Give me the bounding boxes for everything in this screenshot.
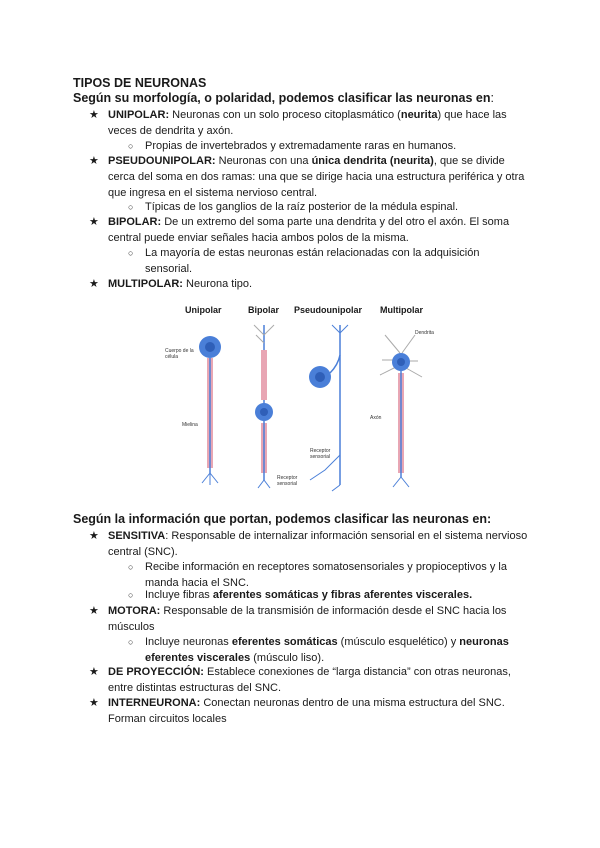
figure-title-multipolar: Multipolar: [380, 305, 423, 315]
subitem-unipolar: ○ Propias de invertebrados y extremadamente raras en humanos.: [128, 140, 457, 152]
label-receptor-sensorial-2: Receptor sensorial: [310, 448, 331, 460]
circle-bullet-icon: ○: [128, 141, 134, 151]
item-motora: ★ MOTORA: Responsable de la transmisión de información desde el SNC hacia los músculos: [89, 605, 507, 633]
label-mielina: Mielina: [182, 422, 198, 428]
unipolar-neuron: [199, 336, 221, 485]
section2-heading: Según la información que portan, podemos clasificar las neuronas en:: [73, 512, 492, 526]
multipolar-neuron: [380, 335, 422, 487]
star-bullet-icon: ★: [89, 697, 99, 709]
star-bullet-icon: ★: [89, 109, 99, 121]
star-bullet-icon: ★: [89, 216, 99, 228]
circle-bullet-icon: ○: [128, 248, 134, 258]
subitem-sensitiva-1: ○ Recibe información en receptores somatosensoriales y propioceptivos y la manda hacia el SNC.: [128, 561, 507, 589]
item-multipolar: ★ MULTIPOLAR: Neurona tipo.: [89, 278, 253, 290]
star-bullet-icon: ★: [89, 530, 99, 542]
subitem-bipolar: ○ La mayoría de estas neuronas están relacionadas con la adquisición sensorial.: [128, 247, 480, 275]
bipolar-neuron: [254, 325, 274, 488]
circle-bullet-icon: ○: [128, 562, 134, 572]
subitem-motora: ○ Incluye neuronas eferentes somáticas (músculo esquelético) y neuronas eferentes viscerales (músculo liso).: [128, 636, 509, 664]
item-pseudounipolar: ★ PSEUDOUNIPOLAR: Neuronas con una única dendrita (neurita), que se divide cerca del soma en dos ramas: una que se dirige hacia una estructura periférica y otra que ingresa en el sistema nervioso central.: [89, 155, 525, 199]
document-title: TIPOS DE NEURONAS: [73, 76, 207, 90]
label-dendrita: Dendrita: [415, 330, 434, 336]
star-bullet-icon: ★: [89, 605, 99, 617]
star-bullet-icon: ★: [89, 155, 99, 167]
circle-bullet-icon: ○: [128, 637, 134, 647]
label-cuerpo-celula: Cuerpo de la célula: [165, 348, 194, 360]
pseudounipolar-neuron: [309, 325, 348, 491]
item-unipolar: ★ UNIPOLAR: Neuronas con un solo proceso citoplasmático (neurita) que hace las veces de dendrita y axón.: [89, 109, 507, 137]
item-interneurona: ★ INTERNEURONA: Conectan neuronas dentro de una misma estructura del SNC. Forman circuitos locales: [89, 697, 505, 725]
figure-title-bipolar: Bipolar: [248, 305, 280, 315]
neuron-illustration: [160, 305, 455, 495]
subitem-pseudounipolar: ○ Típicas de los ganglios de la raíz posterior de la médula espinal.: [128, 201, 459, 213]
label-axon: Axón: [370, 415, 382, 421]
circle-bullet-icon: ○: [128, 590, 134, 600]
subitem-sensitiva-2: ○ Incluye fibras aferentes somáticas y fibras aferentes viscerales.: [128, 589, 473, 601]
section1-heading: Según su morfología, o polaridad, podemos clasificar las neuronas en:: [73, 91, 494, 105]
neuron-types-figure: [160, 305, 455, 495]
item-proyeccion: ★ DE PROYECCIÓN: Establece conexiones de “larga distancia” con otras neuronas, entre distintas estructuras del SNC.: [89, 666, 511, 694]
item-sensitiva: ★ SENSITIVA: Responsable de internalizar información sensorial en el sistema nervioso central (SNC).: [89, 530, 528, 558]
star-bullet-icon: ★: [89, 666, 99, 678]
star-bullet-icon: ★: [89, 278, 99, 290]
figure-title-pseudounipolar: Pseudounipolar: [294, 305, 363, 315]
figure-title-unipolar: Unipolar: [185, 305, 222, 315]
label-receptor-sensorial-1: Receptor sensorial: [277, 475, 298, 487]
circle-bullet-icon: ○: [128, 202, 134, 212]
item-bipolar: ★ BIPOLAR: De un extremo del soma parte una dendrita y del otro el axón. El soma central puede enviar señales hacia ambos polos de la misma.: [89, 216, 510, 244]
